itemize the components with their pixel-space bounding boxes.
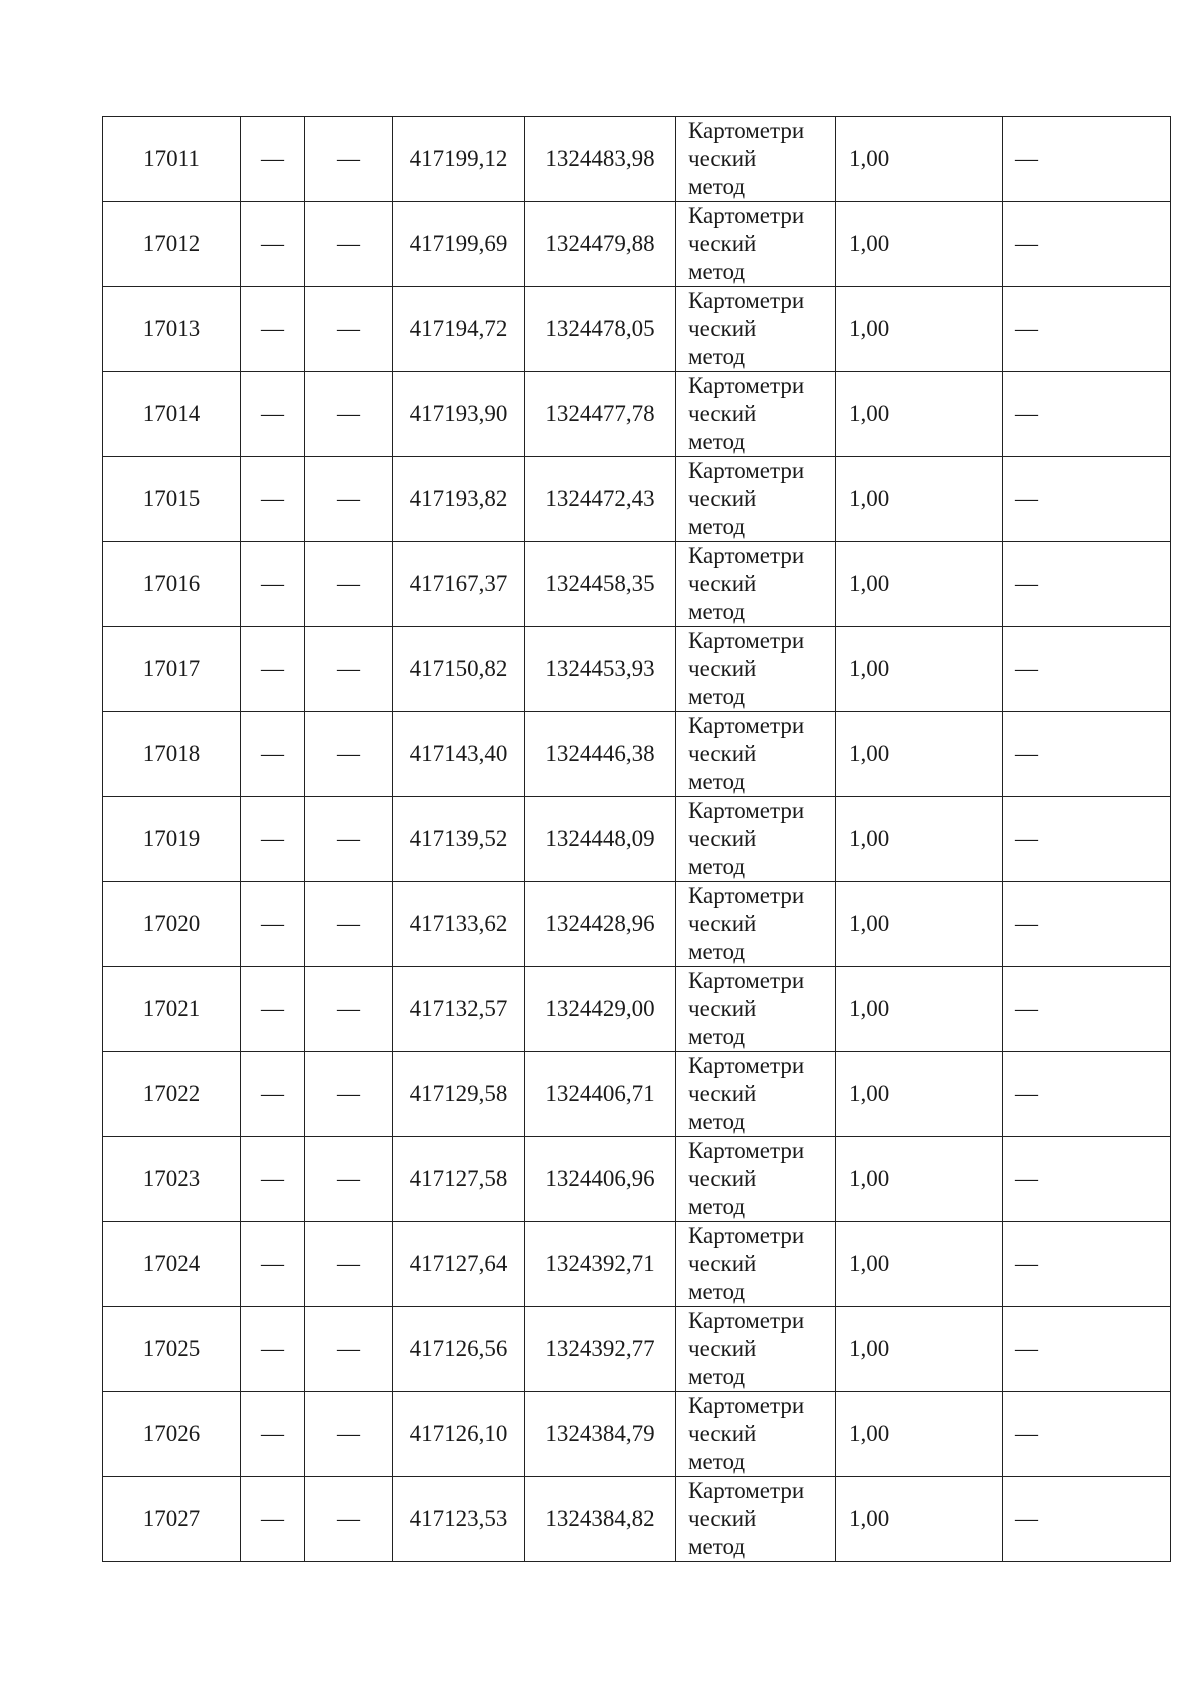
table-row [103,542,1171,627]
method-line: ческий [688,996,757,1021]
method-cell [676,117,836,202]
method-cell [676,797,836,882]
empty-dash-cell: — [241,1137,305,1222]
table-row [103,287,1171,372]
x-coordinate-cell: 417127,64 [393,1222,525,1307]
method-line: Картометри [688,373,805,398]
table-row [103,1307,1171,1392]
table-row [103,457,1171,542]
x-coordinate-cell: 417123,53 [393,1477,525,1562]
method-line: Картометри [688,543,805,568]
empty-dash-cell: — [305,1137,393,1222]
method-line: метод [688,429,746,454]
method-cell [676,287,836,372]
point-number-cell: 17012 [103,202,241,287]
accuracy-cell: 1,00 [836,1222,1003,1307]
accuracy-cell: 1,00 [836,1052,1003,1137]
accuracy-cell: 1,00 [836,117,1003,202]
description-dash-cell: — [1003,457,1171,542]
empty-dash-cell: — [241,627,305,712]
accuracy-cell: 1,00 [836,967,1003,1052]
x-coordinate-cell: 417127,58 [393,1137,525,1222]
point-number-cell: 17014 [103,372,241,457]
method-line: ческий [688,1506,757,1531]
method-line: метод [688,1194,746,1219]
point-number-cell: 17015 [103,457,241,542]
empty-dash-cell: — [241,882,305,967]
method-line: метод [688,259,746,284]
method-cell [676,1052,836,1137]
table-row [103,627,1171,712]
accuracy-cell: 1,00 [836,1392,1003,1477]
empty-dash-cell: — [241,372,305,457]
empty-dash-cell: — [305,712,393,797]
method-line: ческий [688,1336,757,1361]
method-line: метод [688,174,746,199]
accuracy-cell: 1,00 [836,287,1003,372]
empty-dash-cell: — [305,1052,393,1137]
empty-dash-cell: — [241,117,305,202]
point-number-cell: 17021 [103,967,241,1052]
method-line: Картометри [688,118,805,143]
empty-dash-cell: — [305,1392,393,1477]
description-dash-cell: — [1003,287,1171,372]
method-line: Картометри [688,1223,805,1248]
table-row [103,1392,1171,1477]
accuracy-cell: 1,00 [836,712,1003,797]
table-row [103,1137,1171,1222]
method-line: метод [688,1024,746,1049]
point-number-cell: 17023 [103,1137,241,1222]
x-coordinate-cell: 417199,69 [393,202,525,287]
x-coordinate-cell: 417126,56 [393,1307,525,1392]
method-line: Картометри [688,203,805,228]
method-line: ческий [688,231,757,256]
method-line: метод [688,599,746,624]
method-cell [676,882,836,967]
method-line: ческий [688,1081,757,1106]
y-coordinate-cell: 1324384,79 [525,1392,676,1477]
method-cell [676,1307,836,1392]
method-line: Картометри [688,713,805,738]
description-dash-cell: — [1003,1222,1171,1307]
accuracy-cell: 1,00 [836,542,1003,627]
accuracy-cell: 1,00 [836,1477,1003,1562]
x-coordinate-cell: 417143,40 [393,712,525,797]
y-coordinate-cell: 1324384,82 [525,1477,676,1562]
description-dash-cell: — [1003,372,1171,457]
description-dash-cell: — [1003,1477,1171,1562]
table-row [103,117,1171,202]
y-coordinate-cell: 1324446,38 [525,712,676,797]
accuracy-cell: 1,00 [836,1137,1003,1222]
description-dash-cell: — [1003,202,1171,287]
point-number-cell: 17022 [103,1052,241,1137]
point-number-cell: 17011 [103,117,241,202]
empty-dash-cell: — [305,967,393,1052]
table-row [103,1052,1171,1137]
empty-dash-cell: — [241,1222,305,1307]
y-coordinate-cell: 1324406,71 [525,1052,676,1137]
x-coordinate-cell: 417126,10 [393,1392,525,1477]
method-line: ческий [688,486,757,511]
method-line: метод [688,769,746,794]
table-row [103,967,1171,1052]
table-row [103,1477,1171,1562]
y-coordinate-cell: 1324483,98 [525,117,676,202]
method-line: ческий [688,911,757,936]
table-row [103,882,1171,967]
accuracy-cell: 1,00 [836,882,1003,967]
point-number-cell: 17025 [103,1307,241,1392]
empty-dash-cell: — [241,797,305,882]
y-coordinate-cell: 1324392,71 [525,1222,676,1307]
x-coordinate-cell: 417199,12 [393,117,525,202]
table-row [103,712,1171,797]
x-coordinate-cell: 417132,57 [393,967,525,1052]
method-line: ческий [688,741,757,766]
point-number-cell: 17017 [103,627,241,712]
description-dash-cell: — [1003,542,1171,627]
description-dash-cell: — [1003,882,1171,967]
empty-dash-cell: — [241,1477,305,1562]
method-cell [676,967,836,1052]
description-dash-cell: — [1003,797,1171,882]
method-cell [676,542,836,627]
method-line: метод [688,854,746,879]
accuracy-cell: 1,00 [836,797,1003,882]
point-number-cell: 17027 [103,1477,241,1562]
method-cell [676,1477,836,1562]
method-line: ческий [688,571,757,596]
table-row [103,372,1171,457]
empty-dash-cell: — [241,967,305,1052]
x-coordinate-cell: 417193,82 [393,457,525,542]
empty-dash-cell: — [305,797,393,882]
method-line: метод [688,1109,746,1134]
method-line: метод [688,514,746,539]
method-cell [676,1392,836,1477]
y-coordinate-cell: 1324477,78 [525,372,676,457]
method-line: метод [688,1279,746,1304]
method-line: метод [688,1449,746,1474]
empty-dash-cell: — [241,457,305,542]
description-dash-cell: — [1003,627,1171,712]
method-cell [676,712,836,797]
method-line: ческий [688,1421,757,1446]
method-line: ческий [688,656,757,681]
description-dash-cell: — [1003,117,1171,202]
empty-dash-cell: — [241,542,305,627]
empty-dash-cell: — [305,542,393,627]
y-coordinate-cell: 1324479,88 [525,202,676,287]
empty-dash-cell: — [305,627,393,712]
table-body [103,117,1171,1562]
y-coordinate-cell: 1324429,00 [525,967,676,1052]
method-line: ческий [688,1166,757,1191]
x-coordinate-cell: 417129,58 [393,1052,525,1137]
accuracy-cell: 1,00 [836,202,1003,287]
method-line: Картометри [688,1138,805,1163]
description-dash-cell: — [1003,1052,1171,1137]
empty-dash-cell: — [241,712,305,797]
y-coordinate-cell: 1324448,09 [525,797,676,882]
method-line: Картометри [688,1053,805,1078]
method-line: Картометри [688,968,805,993]
x-coordinate-cell: 417150,82 [393,627,525,712]
method-line: Картометри [688,628,805,653]
point-number-cell: 17020 [103,882,241,967]
x-coordinate-cell: 417139,52 [393,797,525,882]
y-coordinate-cell: 1324453,93 [525,627,676,712]
description-dash-cell: — [1003,712,1171,797]
empty-dash-cell: — [241,1307,305,1392]
accuracy-cell: 1,00 [836,457,1003,542]
accuracy-cell: 1,00 [836,1307,1003,1392]
y-coordinate-cell: 1324392,77 [525,1307,676,1392]
method-line: метод [688,1364,746,1389]
description-dash-cell: — [1003,1137,1171,1222]
x-coordinate-cell: 417193,90 [393,372,525,457]
method-cell [676,202,836,287]
method-line: Картометри [688,1308,805,1333]
method-line: Картометри [688,883,805,908]
point-number-cell: 17024 [103,1222,241,1307]
point-number-cell: 17018 [103,712,241,797]
accuracy-cell: 1,00 [836,372,1003,457]
description-dash-cell: — [1003,967,1171,1052]
table-row [103,202,1171,287]
method-line: ческий [688,401,757,426]
y-coordinate-cell: 1324406,96 [525,1137,676,1222]
empty-dash-cell: — [305,1307,393,1392]
empty-dash-cell: — [241,202,305,287]
empty-dash-cell: — [241,1392,305,1477]
x-coordinate-cell: 417167,37 [393,542,525,627]
empty-dash-cell: — [305,457,393,542]
y-coordinate-cell: 1324428,96 [525,882,676,967]
empty-dash-cell: — [305,287,393,372]
method-line: ческий [688,316,757,341]
y-coordinate-cell: 1324472,43 [525,457,676,542]
empty-dash-cell: — [241,1052,305,1137]
method-line: метод [688,1534,746,1559]
empty-dash-cell: — [305,202,393,287]
method-cell [676,457,836,542]
empty-dash-cell: — [305,1477,393,1562]
method-line: Картометри [688,458,805,483]
method-line: метод [688,344,746,369]
empty-dash-cell: — [305,882,393,967]
table-row [103,797,1171,882]
method-line: Картометри [688,1478,805,1503]
y-coordinate-cell: 1324458,35 [525,542,676,627]
accuracy-cell: 1,00 [836,627,1003,712]
table-row [103,1222,1171,1307]
method-line: Картометри [688,798,805,823]
empty-dash-cell: — [305,1222,393,1307]
method-cell [676,372,836,457]
point-number-cell: 17026 [103,1392,241,1477]
method-line: ческий [688,826,757,851]
empty-dash-cell: — [305,117,393,202]
method-line: метод [688,939,746,964]
method-line: ческий [688,1251,757,1276]
x-coordinate-cell: 417194,72 [393,287,525,372]
coordinates-table [102,116,1171,1562]
empty-dash-cell: — [241,287,305,372]
description-dash-cell: — [1003,1392,1171,1477]
method-line: Картометри [688,1393,805,1418]
y-coordinate-cell: 1324478,05 [525,287,676,372]
method-line: ческий [688,146,757,171]
method-cell [676,1137,836,1222]
point-number-cell: 17016 [103,542,241,627]
x-coordinate-cell: 417133,62 [393,882,525,967]
empty-dash-cell: — [305,372,393,457]
method-line: Картометри [688,288,805,313]
point-number-cell: 17013 [103,287,241,372]
description-dash-cell: — [1003,1307,1171,1392]
point-number-cell: 17019 [103,797,241,882]
method-line: метод [688,684,746,709]
method-cell [676,627,836,712]
method-cell [676,1222,836,1307]
